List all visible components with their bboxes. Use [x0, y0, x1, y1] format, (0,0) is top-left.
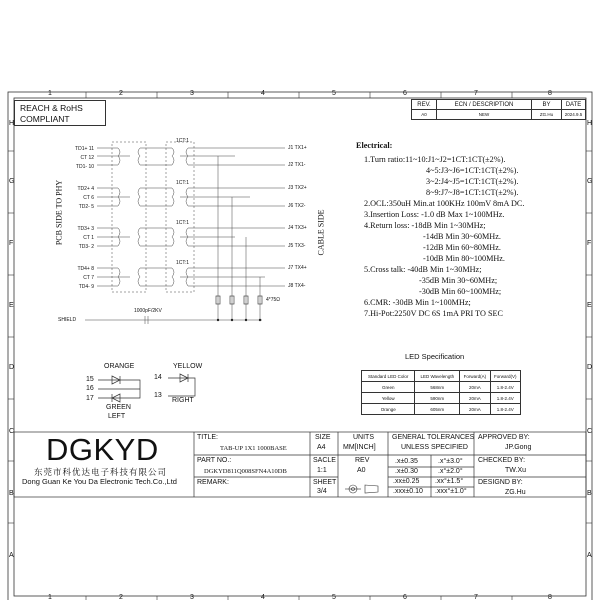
units-value: MM[INCH]	[343, 444, 376, 451]
part-value: DGKYD811Q008SFN4A10DB	[204, 468, 287, 475]
date-header: DATE	[562, 100, 586, 110]
led-pin: 16	[86, 385, 94, 392]
design-value: ZG.Hu	[505, 489, 526, 496]
left-pin: TD1- 10	[75, 164, 94, 170]
col-label: 6	[403, 594, 407, 601]
row-label: F	[587, 240, 592, 247]
spec-line: -10dB Min 80~100MHz.	[423, 254, 505, 263]
sheet-value: 3/4	[317, 488, 327, 495]
col-label: 7	[474, 90, 478, 97]
tolerance-value: .x±0.35	[395, 458, 418, 465]
table-cell: 568nm	[415, 382, 460, 393]
shield-label: SHIELD	[58, 317, 77, 323]
col-label: 2	[119, 594, 123, 601]
table-header: LED Wavelength	[415, 371, 460, 382]
remark-label: REMARK:	[197, 479, 229, 486]
res-label: 4*75Ω	[266, 297, 281, 303]
col-label: 5	[332, 90, 336, 97]
company-name-en: Dong Guan Ke You Da Electronic Tech.Co.,Ltd	[22, 477, 177, 486]
date-cell: 2024.9.5	[562, 110, 586, 120]
tolerance-value: .x°±3.0°	[438, 458, 463, 465]
right-pin: J1 TX1+	[288, 145, 307, 151]
led-pin: 17	[86, 395, 94, 402]
size-label: SIZE	[315, 434, 331, 441]
col-label: 3	[190, 594, 194, 601]
approved-value: JP.Gong	[505, 444, 532, 451]
tolerance-title: GENERAL TOLERANCES	[392, 434, 475, 441]
table-cell: Green	[362, 382, 415, 393]
cap-label: 1000pF/2KV	[134, 308, 162, 314]
spec-line: 8~9:J7~J8=1CT:1CT(±2%).	[426, 188, 519, 197]
ratio-label: 1CT:1	[176, 220, 190, 226]
left-pin: CT 7	[83, 275, 94, 281]
row-label: B	[587, 490, 592, 497]
right-pin: J4 TX3+	[288, 225, 307, 231]
table-header: Forward(A)	[460, 371, 490, 382]
spec-line: -12dB Min 60~80MHz.	[423, 243, 501, 252]
left-pin: TD2+ 4	[77, 186, 94, 192]
table-cell: Orange	[362, 404, 415, 415]
left-pin: CT 1	[83, 235, 94, 241]
scale-value: 1:1	[317, 467, 327, 474]
row-label: A	[9, 552, 14, 559]
table-cell: 20mA	[460, 393, 490, 404]
table-cell: Yellow	[362, 393, 415, 404]
led-pin: 13	[154, 392, 162, 399]
sheet-label: SHEET	[313, 479, 337, 486]
part-label: PART NO.:	[197, 457, 232, 464]
row-label: F	[9, 240, 14, 247]
spec-line: -35dB Min 30~60MHz;	[419, 276, 498, 285]
row-label: D	[587, 364, 593, 371]
row-label: C	[9, 428, 15, 435]
spec-line: 3~2:J4~J5=1CT:1CT(±2%).	[426, 177, 519, 186]
rev-header: REV.	[412, 100, 437, 110]
table-header: Forward(V)	[490, 371, 520, 382]
led-green-label: GREEN	[106, 404, 131, 411]
left-pin: TD2- 5	[78, 204, 94, 210]
led-right-label: RIGHT	[172, 397, 194, 404]
checked-label: CHECKED BY:	[478, 457, 526, 464]
col-label: 1	[48, 90, 52, 97]
col-label: 4	[261, 90, 265, 97]
size-value: A4	[317, 444, 326, 451]
electrical-title: Electrical:	[356, 141, 393, 150]
rev-cell: A0	[412, 110, 437, 120]
units-label: UNITS	[353, 434, 374, 441]
table-cell: 1.8-2.4V	[490, 393, 520, 404]
approved-label: APPROVED BY:	[478, 434, 530, 441]
spec-line: 2.OCL:350uH Min.at 100KHz 100mV 8mA DC.	[364, 199, 525, 208]
spec-line: 4.Return loss: -18dB Min 1~30MHz;	[364, 221, 486, 230]
left-pin: TD4- 9	[78, 284, 94, 290]
rev-label: REV	[355, 457, 370, 464]
tolerance-value: .xxx°±1.0°	[435, 488, 467, 495]
spec-line: -14dB Min 30~60MHz.	[423, 232, 501, 241]
ratio-label: 1CT:1	[176, 180, 190, 186]
left-pin: TD4+ 8	[77, 266, 94, 272]
by-cell: ZG.Hu	[532, 110, 562, 120]
right-pin: J6 TX2-	[288, 203, 306, 209]
spec-line: 7.Hi-Pot:2250V DC 6S 1mA PRI TO SEC	[364, 309, 503, 318]
ecn-cell: NEW	[437, 110, 532, 120]
left-pin: TD3- 2	[78, 244, 94, 250]
col-label: 7	[474, 594, 478, 601]
title-label: TITLE:	[197, 434, 219, 441]
right-pin: J3 TX2+	[288, 185, 307, 191]
led-orange-label: ORANGE	[104, 363, 135, 370]
table-cell: 20mA	[460, 382, 490, 393]
row-label: A	[587, 552, 592, 559]
tolerance-subtitle: UNLESS SPECIFIED	[401, 444, 468, 451]
row-label: D	[9, 364, 15, 371]
left-pin: CT 12	[80, 155, 94, 161]
led-yellow-label: YELLOW	[173, 363, 203, 370]
spec-line: -30dB Min 60~100MHz;	[419, 287, 502, 296]
left-pin: TD3+ 3	[77, 226, 94, 232]
spec-line: 1.Turn ratio:11~10:J1~J2=1CT:1CT(±2%).	[364, 155, 506, 164]
checked-value: TW.Xu	[505, 467, 527, 474]
pcb-side-label: PCB SIDE TO PHY	[54, 179, 64, 246]
rev-value: A0	[357, 467, 366, 474]
tolerance-value: .x°±2.0°	[438, 468, 463, 475]
col-label: 6	[403, 90, 407, 97]
row-label: H	[587, 120, 593, 127]
col-label: 4	[261, 594, 265, 601]
col-label: 1	[48, 594, 52, 601]
led-pin: 14	[154, 374, 162, 381]
row-label: G	[9, 178, 15, 185]
compliance-line1: REACH & RoHS	[20, 103, 83, 113]
row-label: E	[587, 302, 592, 309]
tolerance-value: .x±0.30	[395, 468, 418, 475]
table-cell: 1.8-2.4V	[490, 382, 520, 393]
design-label: DESIGND BY:	[478, 479, 523, 486]
right-pin: J5 TX3-	[288, 243, 306, 249]
table-cell: 605nm	[415, 404, 460, 415]
by-header: BY	[532, 100, 562, 110]
spec-line: 4~5:J3~J6=1CT:1CT(±2%).	[426, 166, 519, 175]
scale-label: SACLE	[313, 457, 336, 464]
row-label: C	[587, 428, 593, 435]
tolerance-value: .xx°±1.5°	[435, 478, 464, 485]
tolerance-value: .xxx±0.10	[393, 488, 423, 495]
row-label: G	[587, 178, 593, 185]
left-pin: CT 6	[83, 195, 94, 201]
ecn-header: ECN / DESCRIPTION	[437, 100, 532, 110]
title-value: TAB-UP 1X1 1000BASE	[220, 445, 287, 452]
spec-line: 3.Insertion Loss: -1.0 dB Max 1~100MHz.	[364, 210, 505, 219]
table-cell: 1.8-2.4V	[490, 404, 520, 415]
table-cell: 20mA	[460, 404, 490, 415]
ratio-label: 1CT:1	[176, 260, 190, 266]
left-pin: TD1+ 11	[75, 146, 94, 152]
col-label: 2	[119, 90, 123, 97]
company-name-cn: 东莞市科优达电子科技有限公司	[34, 467, 168, 477]
table-cell: 590nm	[415, 393, 460, 404]
right-pin: J2 TX1-	[288, 162, 306, 168]
compliance-line2: COMPLIANT	[20, 114, 70, 124]
row-label: B	[9, 490, 14, 497]
led-pin: 15	[86, 376, 94, 383]
spec-line: 6.CMR: -30dB Min 1~100MHz;	[364, 298, 471, 307]
right-pin: J7 TX4+	[288, 265, 307, 271]
projection-symbol	[345, 485, 378, 493]
spec-line: 5.Cross talk: -40dB Min 1~30MHz;	[364, 265, 482, 274]
table-header: Standard LED Color	[362, 371, 415, 382]
col-label: 3	[190, 90, 194, 97]
row-label: E	[9, 302, 14, 309]
row-label: H	[9, 120, 15, 127]
led-left-label: LEFT	[108, 413, 126, 420]
right-pin: J8 TX4-	[288, 283, 306, 289]
led-spec-title: LED Specification	[405, 352, 465, 361]
tolerance-value: .xx±0.25	[393, 478, 420, 485]
company-logo: DGKYD	[46, 432, 159, 467]
cable-side-label: CABLE SIDE	[316, 209, 326, 256]
col-label: 8	[548, 90, 552, 97]
col-label: 8	[548, 594, 552, 601]
ratio-label: 1CT:1	[176, 138, 190, 144]
col-label: 5	[332, 594, 336, 601]
